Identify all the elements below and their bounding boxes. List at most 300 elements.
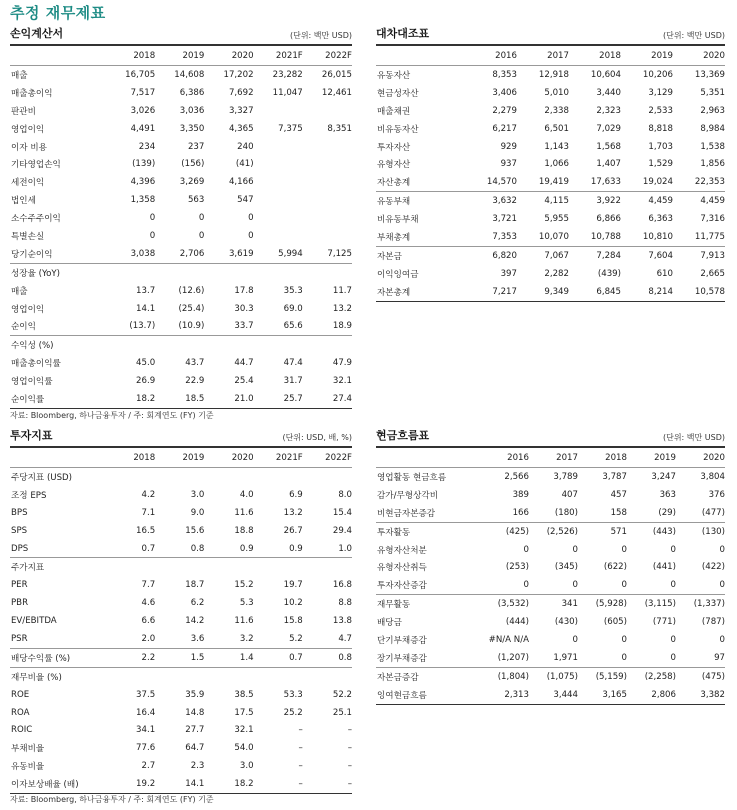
table-row <box>376 246 725 264</box>
value-cell: 6,363 <box>648 214 673 225</box>
row-label: 수익성 (%) <box>10 336 106 354</box>
row-label: 매출총이익률 <box>11 359 61 370</box>
table-row <box>376 576 725 594</box>
value-cell: #N/A N/A <box>488 634 529 645</box>
value-cell: 4,491 <box>130 123 156 134</box>
value-cell: 29.4 <box>332 525 352 536</box>
value-cell: 0 <box>572 580 578 591</box>
row-label: 판관비 <box>11 106 36 117</box>
investment-indicators-table <box>10 448 352 794</box>
value-cell: 16.4 <box>136 707 156 718</box>
value-cell <box>303 102 352 120</box>
value-cell: 6,820 <box>465 246 517 264</box>
value-cell: (622) <box>603 562 627 573</box>
table-row <box>10 522 352 540</box>
value-cell: 19.7 <box>283 580 303 591</box>
value-cell: 7,375 <box>278 123 303 134</box>
value-cell <box>303 227 352 245</box>
value-cell: 77.6 <box>136 743 156 754</box>
year-header: 2018 <box>106 46 155 66</box>
value-cell: 0 <box>719 580 725 591</box>
value-cell: 3,327 <box>228 105 254 116</box>
table-row <box>376 486 725 504</box>
row-label: 소수주주이익 <box>11 214 61 225</box>
value-cell: 34.1 <box>136 725 156 736</box>
row-label: 비유동부채 <box>377 215 419 226</box>
value-cell: 10.2 <box>283 598 303 609</box>
value-cell: 17.5 <box>234 707 254 718</box>
value-cell: (605) <box>603 617 627 628</box>
row-label: 투자자산증감 <box>377 581 427 592</box>
table-header-row <box>10 46 352 66</box>
value-cell: – <box>298 725 303 736</box>
row-label: 순이익 <box>11 322 36 333</box>
table-row <box>10 245 352 263</box>
year-header: 2016 <box>480 448 529 468</box>
value-cell: 7,692 <box>228 87 254 98</box>
value-cell: 0 <box>719 634 725 645</box>
value-cell: 0 <box>198 230 205 241</box>
row-label: 매출채권 <box>377 106 411 117</box>
row-label: BPS <box>11 507 28 518</box>
value-cell: 363 <box>659 489 676 500</box>
value-cell: 3,440 <box>596 87 621 98</box>
value-cell: (430) <box>554 617 578 628</box>
value-cell: 3,247 <box>651 471 676 482</box>
value-cell: (1,207) <box>497 652 529 663</box>
value-cell: 1.5 <box>155 648 204 667</box>
table-row <box>376 522 725 540</box>
value-cell: 7,604 <box>621 246 673 264</box>
value-cell: (5,928) <box>578 595 627 613</box>
value-cell: (41) <box>235 159 254 170</box>
value-cell: 1,856 <box>700 159 725 170</box>
value-cell: (10.9) <box>178 321 205 332</box>
row-label: 유형자산취득 <box>377 563 427 574</box>
value-cell: 38.5 <box>234 689 254 700</box>
value-cell: 0 <box>248 213 254 224</box>
row-label: 매출 <box>11 70 28 81</box>
value-cell: 5,010 <box>544 87 569 98</box>
row-label: ROE <box>11 689 30 700</box>
value-cell: 0 <box>149 213 156 224</box>
value-cell: 6.6 <box>141 616 156 627</box>
value-cell: 0 <box>621 634 627 645</box>
table-row <box>376 84 725 102</box>
value-cell <box>106 558 155 576</box>
investment-indicators-unit: (단위: USD, 배, %) <box>282 433 352 442</box>
value-cell: 3,721 <box>492 214 517 225</box>
header-label-cell <box>376 448 480 468</box>
table-row <box>10 739 352 757</box>
year-header: 2020 <box>676 448 725 468</box>
value-cell <box>303 138 352 156</box>
table-row <box>376 173 725 191</box>
value-cell: 5,994 <box>278 248 303 259</box>
value-cell: – <box>254 775 303 793</box>
value-cell: 3.0 <box>190 489 205 500</box>
value-cell: 3.6 <box>190 633 205 644</box>
value-cell <box>204 667 253 685</box>
year-header: 2017 <box>529 448 578 468</box>
value-cell: 4.2 <box>141 489 156 500</box>
value-cell: (1,337) <box>676 595 725 613</box>
value-cell: (130) <box>676 522 725 540</box>
value-cell <box>254 667 303 685</box>
value-cell: 19,024 <box>642 177 673 188</box>
table-row <box>376 210 725 228</box>
value-cell: 3,026 <box>130 105 156 116</box>
year-header: 2018 <box>578 448 627 468</box>
table-row <box>10 354 352 372</box>
table-row <box>10 372 352 390</box>
table-row <box>376 138 725 156</box>
value-cell: 8,353 <box>492 69 517 80</box>
value-cell: – <box>303 775 352 793</box>
table-row <box>10 138 352 156</box>
value-cell: 2,963 <box>700 105 725 116</box>
value-cell: 0 <box>523 580 529 591</box>
value-cell: 19,419 <box>538 177 569 188</box>
header-label-cell <box>10 46 106 66</box>
cash-flow-panel <box>376 426 725 705</box>
value-cell: 14.1 <box>155 775 204 793</box>
table-row <box>376 155 725 173</box>
value-cell: 2,806 <box>627 686 676 704</box>
table-row <box>376 649 725 667</box>
value-cell: 2,279 <box>492 105 517 116</box>
value-cell: 12,461 <box>321 87 352 98</box>
value-cell: 1,538 <box>700 141 725 152</box>
value-cell: 3.2 <box>239 633 254 644</box>
value-cell: 32.1 <box>234 725 254 736</box>
value-cell: (3,115) <box>627 595 676 613</box>
value-cell: 0 <box>621 544 627 555</box>
row-label: 특별손실 <box>11 231 45 242</box>
table-row <box>376 265 725 283</box>
table-header-row <box>376 448 725 468</box>
value-cell: 13.2 <box>332 303 352 314</box>
row-label: 유동비율 <box>11 762 45 773</box>
value-cell: (771) <box>652 617 676 628</box>
row-label: 성장율 (YoY) <box>10 263 106 281</box>
value-cell: 6,386 <box>179 87 205 98</box>
value-cell: 7,217 <box>465 283 517 301</box>
value-cell <box>254 173 303 191</box>
value-cell: 3.0 <box>239 761 254 772</box>
value-cell: 15.8 <box>283 616 303 627</box>
table-row <box>10 721 352 739</box>
row-label: 영업이익 <box>11 304 45 315</box>
row-label: 재무비율 (%) <box>10 667 106 685</box>
value-cell: 563 <box>187 195 205 206</box>
value-cell <box>303 667 352 685</box>
value-cell: 7,284 <box>569 246 621 264</box>
year-header: 2017 <box>517 46 569 66</box>
income-statement-header <box>10 24 352 46</box>
value-cell: 18.7 <box>185 580 205 591</box>
value-cell <box>155 558 204 576</box>
value-cell: 25.7 <box>254 390 303 408</box>
table-row <box>10 300 352 318</box>
value-cell: 14.1 <box>136 303 156 314</box>
year-header: 2021F <box>254 46 303 66</box>
row-label: 법인세 <box>11 196 36 207</box>
value-cell: 571 <box>578 522 627 540</box>
row-label: 재무활동 <box>376 595 480 613</box>
value-cell <box>204 263 253 281</box>
value-cell: 7,517 <box>130 87 156 98</box>
value-cell: 10,206 <box>642 69 673 80</box>
value-cell: 3,382 <box>676 686 725 704</box>
value-cell: 3,789 <box>553 471 578 482</box>
row-label: PBR <box>11 598 29 609</box>
value-cell: 44.7 <box>234 358 254 369</box>
value-cell: (443) <box>627 522 676 540</box>
value-cell: (5,159) <box>578 667 627 685</box>
value-cell: 8,351 <box>327 123 352 134</box>
table-row <box>10 227 352 245</box>
value-cell: 5.3 <box>239 598 254 609</box>
table-row <box>376 192 725 210</box>
value-cell: 7,067 <box>517 246 569 264</box>
value-cell: 14,570 <box>486 177 517 188</box>
row-label: 자본금 <box>376 246 465 264</box>
row-label: 이자보상배율 (배) <box>10 775 106 793</box>
value-cell: 33.7 <box>234 321 254 332</box>
value-cell <box>155 336 204 354</box>
value-cell: 6,217 <box>492 123 517 134</box>
table-row <box>10 612 352 630</box>
row-label: 잉여현금흐름 <box>376 686 480 704</box>
value-cell: (1,075) <box>529 667 578 685</box>
value-cell: 0 <box>670 634 676 645</box>
value-cell: 3,269 <box>179 177 205 188</box>
value-cell: 7,125 <box>327 248 352 259</box>
value-cell: 0 <box>621 580 627 591</box>
value-cell: 9,349 <box>517 283 569 301</box>
value-cell: 16,705 <box>125 69 156 80</box>
balance-sheet-unit: (단위: 백만 USD) <box>662 31 725 40</box>
value-cell: 4.7 <box>338 633 352 644</box>
value-cell: 35.9 <box>185 689 205 700</box>
value-cell <box>106 468 155 486</box>
value-cell: (441) <box>652 562 676 573</box>
row-label: 투자활동 <box>376 522 480 540</box>
page-title: 추정 재무제표 <box>10 4 106 22</box>
row-label: 자본금증감 <box>376 667 480 685</box>
value-cell: 47.9 <box>332 358 352 369</box>
value-cell: – <box>347 725 352 736</box>
row-label: 유동자산 <box>377 70 411 81</box>
value-cell <box>254 209 303 227</box>
row-label: 배당수익률 (%) <box>10 648 106 667</box>
value-cell: 21.0 <box>204 390 253 408</box>
value-cell: 407 <box>561 489 578 500</box>
value-cell: 0.8 <box>190 543 205 554</box>
value-cell <box>303 209 352 227</box>
value-cell: 9.0 <box>190 507 205 518</box>
table-row <box>10 486 352 504</box>
investment-indicators-header <box>10 426 352 448</box>
value-cell: 0 <box>670 544 676 555</box>
row-label: 이자 비용 <box>11 142 47 153</box>
row-label: 비유동자산 <box>377 124 419 135</box>
cash-flow-unit: (단위: 백만 USD) <box>662 433 725 442</box>
cash-flow-title: 현금흐름표 <box>376 429 430 442</box>
value-cell <box>303 155 352 173</box>
value-cell: (13.7) <box>129 321 156 332</box>
value-cell: 4,115 <box>517 192 569 210</box>
value-cell: 37.5 <box>136 689 156 700</box>
value-cell: 10,070 <box>538 231 569 242</box>
table-row <box>10 263 352 281</box>
table-row <box>10 209 352 227</box>
table-row <box>10 648 352 667</box>
value-cell: 4,459 <box>621 192 673 210</box>
value-cell: 2,665 <box>700 268 725 279</box>
row-label: 배당금 <box>377 618 402 629</box>
year-header: 2020 <box>673 46 725 66</box>
table-row <box>376 102 725 120</box>
value-cell <box>303 336 352 354</box>
value-cell: 547 <box>237 195 254 206</box>
table-row <box>376 631 725 649</box>
value-cell: 240 <box>237 141 254 152</box>
value-cell: 1.0 <box>338 543 352 554</box>
value-cell: 937 <box>500 159 517 170</box>
value-cell <box>155 468 204 486</box>
value-cell: 11.6 <box>234 507 254 518</box>
value-cell: 16.5 <box>136 525 156 536</box>
value-cell: 26.7 <box>283 525 303 536</box>
table-row <box>10 390 352 408</box>
value-cell: – <box>347 761 352 772</box>
table-row <box>10 775 352 793</box>
value-cell: 27.4 <box>303 390 352 408</box>
value-cell: 43.7 <box>185 358 205 369</box>
row-label: 기타영업손익 <box>11 160 61 171</box>
income-statement-table <box>10 46 352 409</box>
row-label: 주가지표 <box>10 558 106 576</box>
row-label: 투자자산 <box>377 142 411 153</box>
value-cell: 3,165 <box>578 686 627 704</box>
row-label: 주당지표 (USD) <box>11 472 73 483</box>
value-cell: 2.3 <box>190 761 205 772</box>
table-row <box>10 540 352 558</box>
value-cell: 25.4 <box>234 376 254 387</box>
value-cell: 457 <box>610 489 627 500</box>
value-cell: 2,533 <box>648 105 673 116</box>
value-cell <box>254 336 303 354</box>
value-cell: 0 <box>621 652 627 663</box>
value-cell: 2,323 <box>596 105 621 116</box>
table-row <box>376 595 725 613</box>
value-cell: 14.8 <box>185 707 205 718</box>
table-row <box>10 191 352 209</box>
value-cell: 6.2 <box>190 598 205 609</box>
value-cell <box>204 336 253 354</box>
table-row <box>376 283 725 301</box>
value-cell: 45.0 <box>136 358 156 369</box>
value-cell: 1,703 <box>648 141 673 152</box>
value-cell: 7.1 <box>141 507 156 518</box>
value-cell: 4.0 <box>239 489 254 500</box>
table-row <box>376 228 725 246</box>
value-cell: 18.2 <box>106 390 155 408</box>
table-row <box>10 630 352 648</box>
year-header: 2019 <box>155 448 204 468</box>
value-cell: 64.7 <box>185 743 205 754</box>
value-cell: 47.4 <box>283 358 303 369</box>
table-row <box>10 468 352 486</box>
value-cell: 26.9 <box>136 376 156 387</box>
value-cell <box>155 667 204 685</box>
year-header: 2016 <box>465 46 517 66</box>
value-cell: 11.7 <box>332 285 352 296</box>
value-cell: 397 <box>500 268 517 279</box>
table-header-row <box>10 448 352 468</box>
table-row <box>10 667 352 685</box>
investment-indicators-panel <box>10 426 352 794</box>
value-cell <box>254 138 303 156</box>
value-cell <box>254 558 303 576</box>
value-cell: 35.3 <box>283 285 303 296</box>
row-label: 유형자산 <box>377 160 411 171</box>
value-cell: 19.2 <box>106 775 155 793</box>
value-cell: 929 <box>500 141 517 152</box>
value-cell: 3,350 <box>179 123 205 134</box>
year-header: 2020 <box>204 448 253 468</box>
value-cell: 3,406 <box>492 87 517 98</box>
table-row <box>376 686 725 704</box>
year-header: 2018 <box>106 448 155 468</box>
value-cell: 8,214 <box>621 283 673 301</box>
value-cell <box>254 468 303 486</box>
value-cell: 7,353 <box>492 231 517 242</box>
table-row <box>376 468 725 486</box>
value-cell: (29) <box>658 507 676 518</box>
value-cell: 65.6 <box>283 321 303 332</box>
value-cell: 6,845 <box>569 283 621 301</box>
value-cell <box>303 263 352 281</box>
value-cell: 1,407 <box>596 159 621 170</box>
value-cell: 15.4 <box>332 507 352 518</box>
value-cell: 610 <box>656 268 673 279</box>
value-cell: 7.7 <box>141 580 156 591</box>
value-cell: 17,202 <box>223 69 254 80</box>
value-cell: (2,526) <box>529 522 578 540</box>
value-cell: 17,633 <box>590 177 621 188</box>
value-cell: 2.7 <box>141 761 156 772</box>
value-cell: (253) <box>505 562 529 573</box>
value-cell: 10,578 <box>673 283 725 301</box>
value-cell: (422) <box>701 562 725 573</box>
value-cell: 7,316 <box>700 214 725 225</box>
value-cell: 0 <box>198 213 205 224</box>
value-cell: (345) <box>554 562 578 573</box>
value-cell: 12,918 <box>538 69 569 80</box>
row-label: 유형자산처분 <box>377 545 427 556</box>
value-cell: 376 <box>708 489 725 500</box>
value-cell: 0.7 <box>141 543 156 554</box>
value-cell: 3,632 <box>465 192 517 210</box>
value-cell <box>254 227 303 245</box>
value-cell: 31.7 <box>283 376 303 387</box>
balance-sheet-table <box>376 46 725 302</box>
table-row <box>10 686 352 704</box>
table-row <box>10 757 352 775</box>
